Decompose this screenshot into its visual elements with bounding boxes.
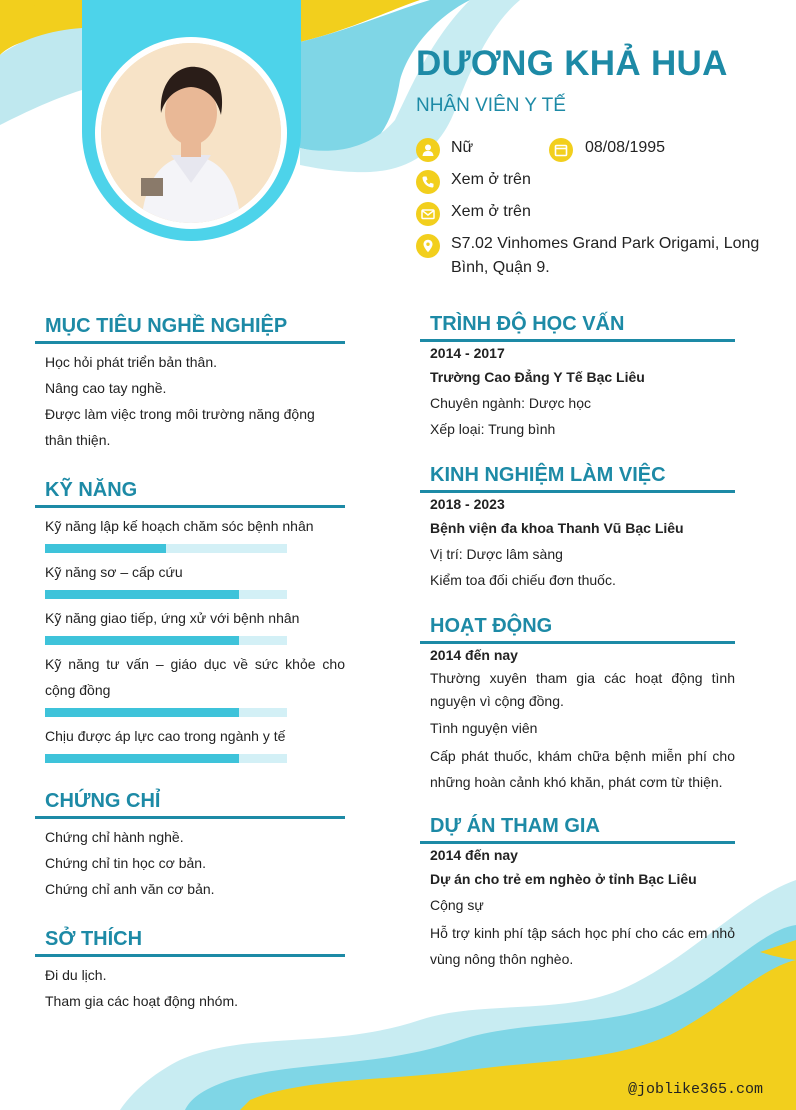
activities-date: 2014 đến nay (430, 647, 518, 663)
skill-label: Kỹ năng sơ – cấp cứu (45, 564, 183, 580)
skill-bar-fill (45, 636, 239, 645)
objective-line: Được làm việc trong môi trường năng động thân thiện. (45, 406, 315, 448)
objective-line: Học hỏi phát triển bản thân. (45, 354, 218, 370)
skill-item (45, 723, 345, 763)
skill-bar (45, 544, 287, 553)
certificate-line: Chứng chỉ hành nghề. (45, 829, 184, 845)
projects-date: 2014 đến nay (430, 847, 518, 863)
job-title: NHÂN VIÊN Y TẾ (416, 95, 566, 116)
experience-line: Kiểm toa đối chiếu đơn thuốc. (430, 572, 616, 588)
footer-handle: @joblike365.com (628, 1081, 764, 1098)
skill-item (45, 559, 345, 599)
skills-heading: KỸ NĂNG (45, 479, 138, 501)
skill-bar-fill (45, 754, 239, 763)
calendar-icon (549, 138, 573, 162)
projects-line: Hỗ trợ kinh phí tập sách học phí cho các em nhỏ vùng nông thôn nghèo. (430, 925, 735, 967)
skill-label: Kỹ năng tư vấn – giáo dục về sức khỏe cho cộng đồng (45, 656, 345, 698)
certificates-heading: CHỨNG CHỈ (45, 790, 161, 812)
objective-list (45, 349, 345, 453)
certificate-line: Chứng chỉ anh văn cơ bản. (45, 881, 215, 897)
experience-line: Vị trí: Dược lâm sàng (430, 546, 563, 562)
education-heading: TRÌNH ĐỘ HỌC VẤN (430, 313, 625, 335)
address-value: S7.02 Vinhomes Grand Park Origami, Long Bình, Quận 9. (451, 235, 760, 276)
education-entry (430, 343, 735, 442)
certificate-line: Chứng chỉ tin học cơ bản. (45, 855, 206, 871)
skill-bar (45, 636, 287, 645)
mail-icon (416, 202, 440, 226)
hobby-line: Đi du lịch. (45, 967, 107, 983)
projects-divider (420, 841, 735, 844)
skill-label: Kỹ năng lập kế hoạch chăm sóc bệnh nhân (45, 518, 314, 534)
hobbies-divider (35, 954, 345, 957)
projects-line: Cộng sự (430, 897, 484, 913)
location-icon (416, 234, 440, 258)
gender-value: Nữ (451, 139, 474, 156)
skills-divider (35, 505, 345, 508)
birthday-row (549, 140, 665, 162)
experience-entry (430, 494, 735, 593)
activities-line: Tình nguyện viên (430, 720, 538, 736)
hobbies-heading: SỞ THÍCH (45, 928, 143, 950)
hobby-line: Tham gia các hoạt động nhóm. (45, 993, 239, 1009)
projects-name: Dự án cho trẻ em nghèo ở tỉnh Bạc Liêu (430, 871, 697, 887)
skill-bar (45, 590, 287, 599)
email-row (416, 204, 531, 226)
candidate-name: DƯƠNG KHẢ HUA (416, 44, 728, 83)
education-divider (420, 339, 735, 342)
birthday-value: 08/08/1995 (585, 139, 666, 156)
phone-row (416, 172, 531, 194)
skill-bar-fill (45, 590, 239, 599)
email-value: Xem ở trên (451, 203, 531, 220)
activities-divider (420, 641, 735, 644)
skill-item (45, 605, 345, 645)
projects-heading: DỰ ÁN THAM GIA (430, 815, 600, 837)
hobbies-list (45, 962, 345, 1014)
objective-heading: MỤC TIÊU NGHỀ NGHIỆP (45, 315, 288, 337)
certificates-divider (35, 816, 345, 819)
experience-date: 2018 - 2023 (430, 496, 505, 512)
activities-line: Thường xuyên tham gia các hoạt động tình nguyện vì cộng đồng. (430, 670, 735, 709)
skill-bar-fill (45, 544, 166, 553)
skill-label: Kỹ năng giao tiếp, ứng xử với bệnh nhân (45, 610, 300, 626)
education-line: Xếp loại: Trung bình (430, 421, 556, 437)
activities-entry (430, 645, 735, 797)
objective-line: Nâng cao tay nghề. (45, 380, 167, 396)
phone-icon (416, 170, 440, 194)
experience-heading: KINH NGHIỆM LÀM VIỆC (430, 464, 666, 486)
certificates-list (45, 824, 345, 902)
skill-item (45, 651, 345, 717)
phone-value: Xem ở trên (451, 171, 531, 188)
skill-bar (45, 754, 287, 763)
skill-bar-fill (45, 708, 239, 717)
gender-row (416, 140, 473, 162)
profile-photo (101, 43, 281, 223)
education-line: Chuyên ngành: Dược học (430, 395, 591, 411)
activities-heading: HOẠT ĐỘNG (430, 615, 553, 637)
skill-bar (45, 708, 287, 717)
activities-line: Cấp phát thuốc, khám chữa bệnh miễn phí cho những hoàn cảnh khó khăn, phát cơm từ thiện. (430, 748, 735, 790)
experience-divider (420, 490, 735, 493)
person-icon (416, 138, 440, 162)
address-row (416, 236, 761, 280)
objective-divider (35, 341, 345, 344)
experience-company: Bệnh viện đa khoa Thanh Vũ Bạc Liêu (430, 520, 684, 536)
projects-entry (430, 845, 735, 974)
skill-item (45, 513, 345, 553)
skill-label: Chịu được áp lực cao trong ngành y tế (45, 728, 286, 744)
education-school: Trường Cao Đẳng Y Tế Bạc Liêu (430, 369, 645, 385)
education-date: 2014 - 2017 (430, 345, 505, 361)
